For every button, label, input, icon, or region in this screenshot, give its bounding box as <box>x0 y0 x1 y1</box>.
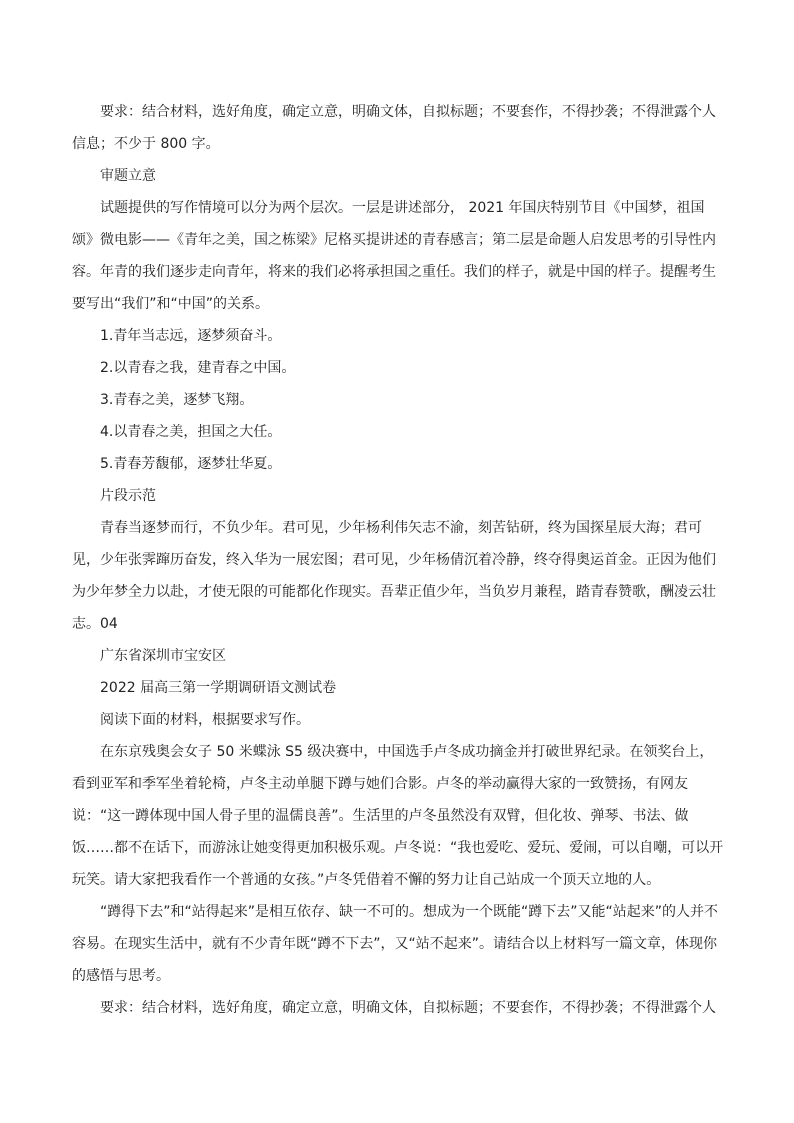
sample-paragraph: 青春当逐梦而行，不负少年。君可见，少年杨利伟矢志不渝，刻苦钻研，终为国探星辰大海；君可见，少年张霁蹿历奋发，终入华为一展宏图；君可见，少年杨倩沉着冷静，终夺得奥运首金。正因为他们为少年梦全力以赴，才使无限的可能都化作现实。吾辈正值少年，当负岁月兼程，踏青春赞歌，酬凌云壮志。 <box>72 520 716 632</box>
instruction-text: 阅读下面的材料，根据要求写作。 <box>100 712 310 728</box>
list-item: 5.青春芳馥郁，逐梦壮华夏。 <box>100 456 282 472</box>
exam-location: 广东省深圳市宝安区 <box>100 648 226 664</box>
list-item: 4.以青春之美，担国之大任。 <box>100 424 282 440</box>
prompt-paragraph: “蹲得下去”和“站得起来”是相互依存、缺一不可的。想成为一个既能“蹲下去”又能“站起来”的人并不容易。在现实生活中，就有不少青年既“蹲不下去”，又“站不起来”。请结合以上材料写一篇文章，体现你的感悟与思考。 <box>72 904 719 984</box>
section-heading-topic: 审题立意 <box>100 168 156 184</box>
requirement-paragraph: 要求：结合材料，选好角度，确定立意，明确文体，自拟标题；不要套作，不得抄袭；不得泄露个人信息；不少于 800 字。 <box>72 104 716 152</box>
material-paragraph: 在东京残奥会女子 50 米蝶泳 S5 级决赛中，中国选手卢冬成功摘金并打破世界纪录。在领奖台上，看到亚军和季军坐着轮椅，卢冬主动单腿下蹲与她们合影。卢冬的举动赢得大家的一致赞扬，有网友说：“这一蹲体现中国人骨子里的温儒良善”。生活里的卢冬虽然没有双臂，但化妆、弹琴、书法、做饭……都不在话下，而游泳让她变得更加积极乐观。卢冬说：“我也爱吃、爱玩、爱闹，可以自嘲，可以开玩笑。请大家把我看作一个普通的女孩。”卢冬凭借着不懈的努力让自己站成一个顶天立地的人。 <box>72 744 724 888</box>
section-heading-sample: 片段示范 <box>100 488 156 504</box>
exam-title: 2022 届高三第一学期调研语文测试卷 <box>100 680 337 696</box>
list-item: 1.青年当志远，逐梦须奋斗。 <box>100 328 282 344</box>
requirement-paragraph: 要求：结合材料，选好角度，确定立意，明确文体，自拟标题；不要套作，不得抄袭；不得泄露个人 <box>100 1000 716 1016</box>
item-number: 04 <box>100 616 118 632</box>
list-item: 3.青春之美，逐梦飞翔。 <box>100 392 254 408</box>
analysis-paragraph: 试题提供的写作情境可以分为两个层次。一层是讲述部分， 2021 年国庆特别节目《中国梦，祖国颂》微电影——《青年之美，国之栋梁》尼格买提讲述的青春感言；第二层是命题人启发思考的引导性内容。年青的我们逐步走向青年，将来的我们必将承担国之重任。我们的样子，就是中国的样子。提醒考生要写出“我们”和“中国”的关系。 <box>72 200 716 312</box>
list-item: 2.以青春之我，建青春之中国。 <box>100 360 296 376</box>
